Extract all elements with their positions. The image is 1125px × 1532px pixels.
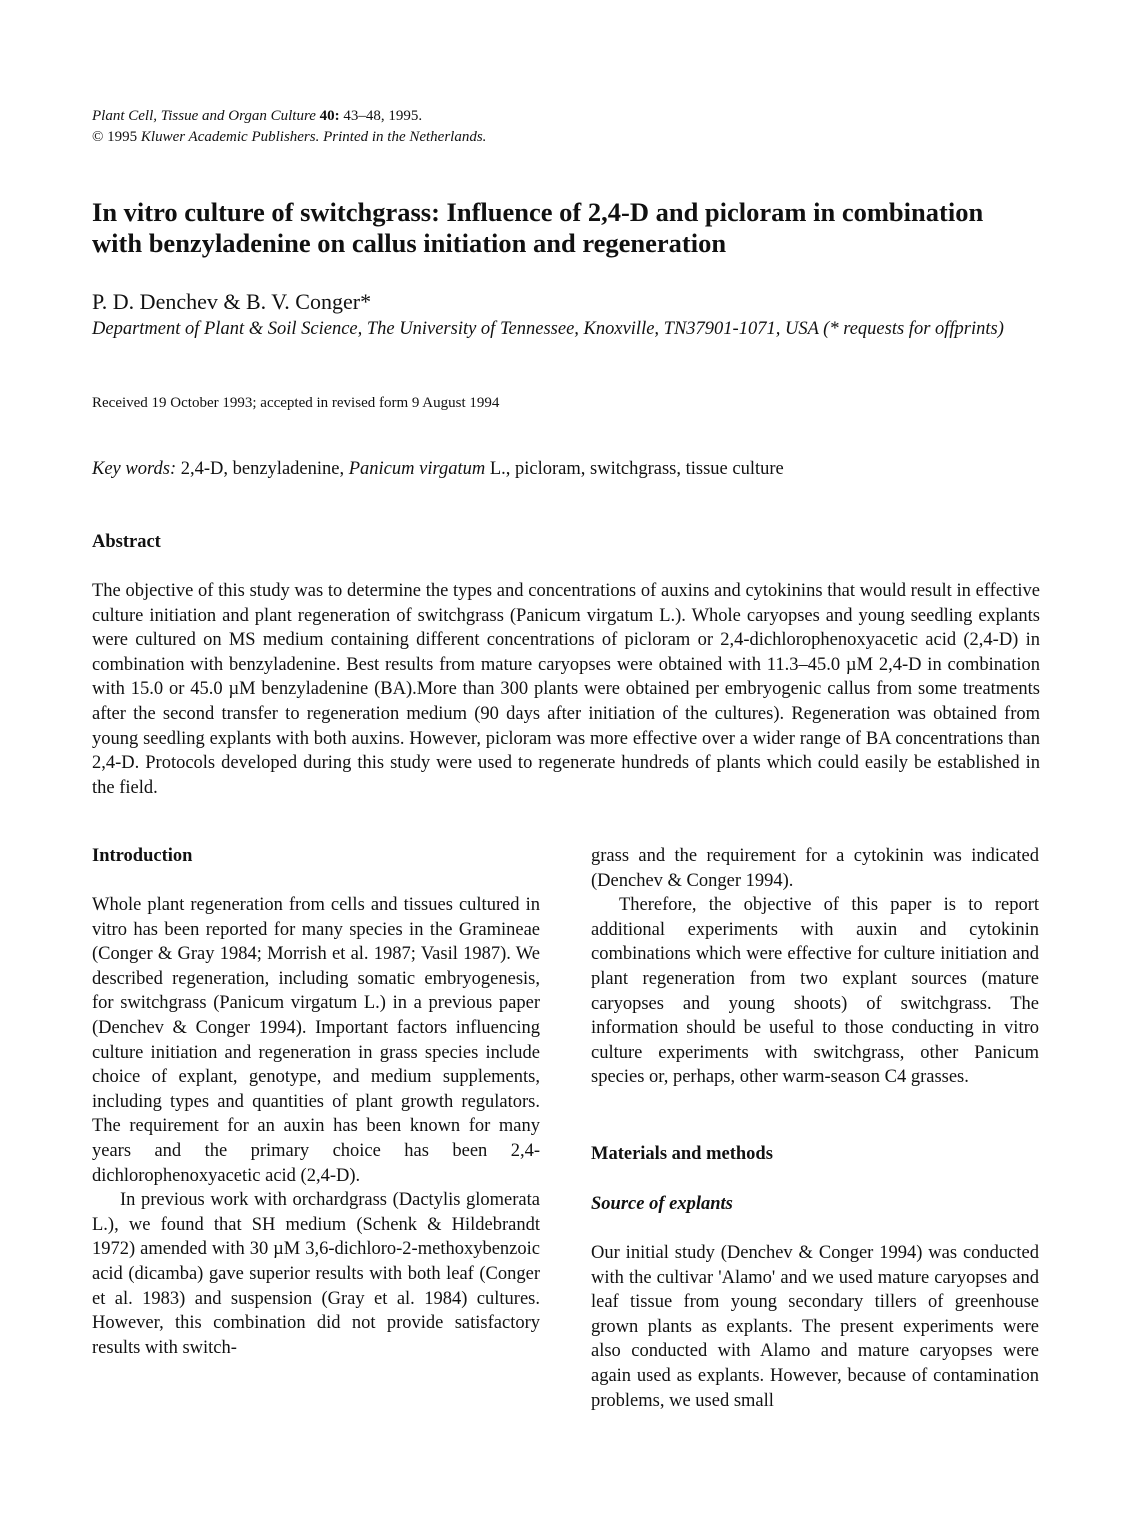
journal-pages: 43–48, 1995.: [343, 108, 423, 124]
right-column: [591, 844, 1039, 1090]
intro-paragraph-2-continued: grass and the requirement for a cytokinin was indicated (Denchev & Conger 1994).: [591, 846, 1039, 891]
copyright-notice: © 1995: [92, 129, 138, 145]
introduction-heading: Introduction: [92, 846, 193, 866]
keywords-species: Panicum virgatum: [348, 459, 486, 479]
source-of-explants-heading: Source of explants: [591, 1194, 733, 1214]
keywords-part2: L., picloram, switchgrass, tissue culture: [489, 459, 784, 479]
keywords-label: Key words:: [92, 459, 177, 479]
keywords-part1: 2,4-D, benzyladenine,: [180, 459, 345, 479]
methods-paragraph-1: Our initial study (Denchev & Conger 1994) was conducted with the cultivar 'Alamo' and we used mature caryopses and leaf tissue from young secondary tillers of greenhouse grown plants as explants. The present experiments were also conducted with Alamo and mature caryopses were again used as explants. However, because of contamination problems, we used small: [591, 1243, 1039, 1411]
journal-copyright-line: [92, 127, 1040, 148]
abstract-text: The objective of this study was to determine the types and concentrations of auxins and cytokinins that would result in effective culture initiation and plant regeneration of switchgrass (Panicum virgatum L.). Whole caryopses and young seedling explants were cultured on MS medium containing different concentrations of picloram or 2,4-dichlorophenoxyacetic acid (2,4-D) in combination with benzyladenine. Best results from mature caryopses were obtained with 11.3–45.0 µM 2,4-D in combination with 15.0 or 45.0 µM benzyladenine (BA).More than 300 plants were obtained per embryogenic callus from some treatments after the second transfer to regeneration medium (90 days after initiation of the cultures). Regeneration was obtained from young seedling explants with both auxins. However, picloram was more effective over a wider range of BA concentrations than 2,4-D. Protocols developed during this study were used to regenerate hundreds of plants which could easily be established in the field.: [92, 581, 1040, 798]
left-column: [92, 893, 540, 1360]
journal-citation: [92, 106, 1040, 127]
intro-paragraph-3: Therefore, the objective of this paper is to report additional experiments with auxin and cytokinin combinations which were effective for culture initiation and plant regeneration from two explant sources (mature caryopses and young shoots) of switchgrass. The information should be useful to those conducting in vitro culture experiments with switchgrass, other Panicum species or, perhaps, other warm-season C4 grasses.: [591, 895, 1039, 1088]
keywords: [92, 456, 1040, 482]
journal-header: [92, 106, 1040, 148]
paper-title: In vitro culture of switchgrass: Influence of 2,4-D and picloram in combination with benzyladenine on callus initiation and regeneration: [92, 197, 984, 258]
intro-paragraph-2: In previous work with orchardgrass (Dactylis glomerata L.), we found that SH medium (Schenk & Hildebrandt 1972) amended with 30 µM 3,6-dichloro-2-methoxybenzoic acid (dicamba) gave superior results with both leaf (Conger et al. 1983) and suspension (Gray et al. 1984) cultures. However, this combination did not provide satisfactory results with switch-: [92, 1190, 540, 1358]
publisher-notice: Kluwer Academic Publishers. Printed in the Netherlands.: [140, 129, 487, 145]
author-list: P. D. Denchev & B. V. Conger*: [92, 289, 372, 314]
journal-volume: 40:: [319, 108, 340, 124]
affiliation: Department of Plant & Soil Science, The University of Tennessee, Knoxville, TN37901-1071, USA (* requests for offprints): [92, 319, 1004, 339]
abstract-heading: Abstract: [92, 532, 161, 552]
received-dates: Received 19 October 1993; accepted in revised form 9 August 1994: [92, 395, 500, 411]
journal-name: Plant Cell, Tissue and Organ Culture: [92, 108, 316, 124]
methods-heading: Materials and methods: [591, 1144, 773, 1164]
methods-column: [591, 1241, 1039, 1413]
intro-paragraph-1: Whole plant regeneration from cells and tissues cultured in vitro has been reported for many species in the Gramineae (Conger & Gray 1984; Morrish et al. 1987; Vasil 1987). We described regeneration, including somatic embryogenesis, for switchgrass (Panicum virgatum L.) in a previous paper (Denchev & Conger 1994). Important factors influencing culture initiation and regeneration in grass species include choice of explant, genotype, and medium supplements, including types and quantities of plant growth regulators. The requirement for an auxin has been known for many years and the primary choice has been 2,4-dichlorophenoxyacetic acid (2,4-D).: [92, 895, 540, 1186]
